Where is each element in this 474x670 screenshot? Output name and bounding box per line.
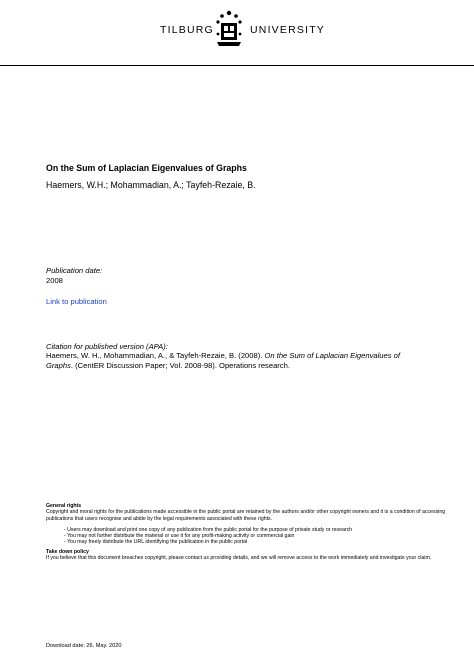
publication-date-label: Publication date:: [46, 266, 103, 275]
page-header: [0, 0, 474, 66]
download-date: Download date: 26. May. 2020: [46, 643, 122, 649]
citation-prefix: Haemers, W. H., Mohammadian, A., & Tayfeh-Rezaie, B. (2008).: [46, 351, 265, 360]
general-rights-heading: General rights: [46, 503, 82, 509]
rights-section: [46, 503, 446, 561]
document-title: On the Sum of Laplacian Eigenvalues of Graphs: [46, 163, 247, 173]
logo-text-tilburg: TILBURG: [160, 24, 214, 36]
rights-bullet: - You may freely distribute the URL identifying the publication in the public portal: [64, 539, 248, 546]
citation-title: On the Sum of Laplacian Eigenvalues of Graphs: [46, 351, 400, 370]
takedown-heading: Take down policy: [46, 548, 89, 555]
rights-bullet: - You may not further distribute the material or use it for any profit-making activity or commercial gain: [64, 533, 295, 540]
general-rights-text: Copyright and moral rights for the publications made accessible in the public portal are retained by the authors and/or other copyright owners and it is a condition of accessing publications that users recognise and abide by the legal requirements associated with these rights.: [46, 509, 446, 522]
logo-text-university: UNIVERSITY: [250, 24, 326, 36]
takedown-text: If you believe that this document breaches copyright, please contact us providing details, and we will remove access to the work immediately and investigate your claim.: [46, 555, 432, 562]
university-seal-icon: [212, 8, 246, 48]
publication-date-value: 2008: [46, 276, 63, 285]
header-divider: [0, 65, 474, 66]
document-authors: Haemers, W.H.; Mohammadian, A.; Tayfeh-Rezaie, B.: [46, 180, 256, 190]
citation-label: Citation for published version (APA):: [46, 342, 168, 351]
rights-bullet: - Users may download and print one copy of any publication from the public portal for the purpose of private study or research: [64, 526, 353, 533]
link-to-publication[interactable]: Link to publication: [46, 297, 107, 306]
citation-suffix: . (CentER Discussion Paper; Vol. 2008-98). Operations research.: [70, 360, 290, 370]
citation-text: [46, 351, 426, 370]
rights-bullet-list: [46, 527, 446, 546]
